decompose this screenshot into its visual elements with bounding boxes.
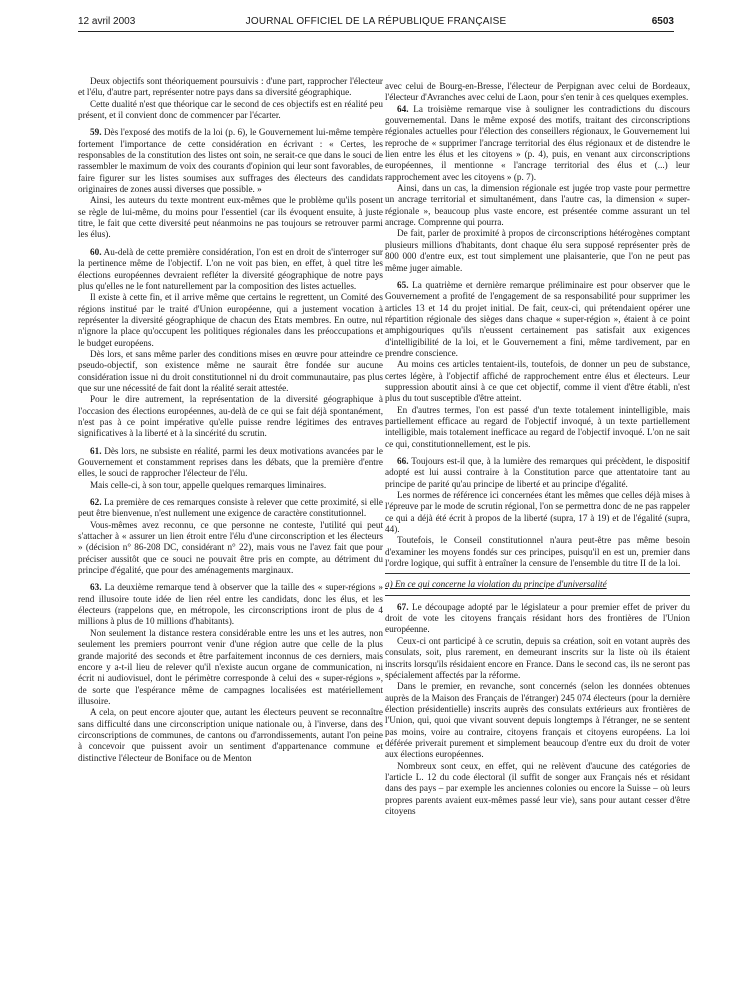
paragraph xyxy=(385,535,690,569)
paragraph-number: 61. xyxy=(90,445,102,456)
paragraph-number: 63. xyxy=(90,582,102,593)
paragraph-number: 66. xyxy=(397,456,409,466)
paragraph-text: En d'autres termes, l'on est passé d'un texte totalement inintelligible, mais partiellement efficace au regard de l'objectif invoqué, à un texte partiellement intelligible, mais totalement inefficace au regard de l'objectif invoqué. L'on ne sait ce qui, constitutionnellement, est le pis. xyxy=(385,404,690,449)
paragraph-text: Dès l'exposé des motifs de la loi (p. 6), le Gouvernement lui-même tempère fortement l'importance de cette considération en écrivant : « Certes, les responsables de la constitution des listes ont soin, ne serait-ce que dans le souci de rassembler le maximum de voix des courants d'opinion qui leur sont favorables, de faire figurer sur les listes soumises aux suffrages des électeurs des candidats originaires de zones aussi diverses que possible. » xyxy=(78,127,384,195)
paragraph-text: A cela, on peut encore ajouter que, autant les électeurs peuvent se reconnaître sans difficulté dans une circonscription unique nationale ou, à l'inverse, dans des circonscriptions de communes, de cantons ou d'arrondissements, autant l'on peine à concevoir que puissent avoir un sentiment d'appartenance commune et distinctive l'électeur de Boniface ou de Menton xyxy=(78,707,383,763)
paragraph-text: Les normes de référence ici concernées étant les mêmes que celles déjà mises à l'épreuve par le mode de scrutin régional, l'on se permettra donc de ne pas rappeler ce qui a déjà été écrit à propos de la liberté (supra, 17 à 19) et de l'égalité (supra, 44). xyxy=(385,490,690,535)
paragraph xyxy=(385,761,690,818)
paragraph-text: Non seulement la distance restera considérable entre les uns et les autres, non seulement les premiers pourront venir d'une région autre que celle de la plus grande majorité des seconds et être parfaitement inconnus de ces derniers, mais encore y a-t-il lieu de relever qu'il n'existe aucun organe de communication, ni écrit ni audiovisuel, dont le périmètre corresponde à celui des « super-régions », de sorte que l'espérance même de campagnes localisées est matériellement illusoire. xyxy=(78,627,383,706)
paragraph xyxy=(78,628,383,707)
paragraph xyxy=(78,520,383,577)
paragraph-number: 62. xyxy=(90,497,102,508)
paragraph xyxy=(78,292,383,349)
page-number: 6503 xyxy=(651,16,674,27)
paragraph-text: Au-delà de cette première considération, l'on est en droit de s'interroger sur la pertinence même de l'objectif. L'on ne voit pas bien, en effet, à quel titre les élections européennes devraient refléter la diversité géographique de notre pays plus qu'elles ne le font naturellement par la composition des listes actuelles. xyxy=(78,246,383,291)
paragraph-text: La troisième remarque vise à souligner les contradictions du discours gouvernemental. Dans le même exposé des motifs, traitant des circonscriptions régionales actuelles pour l'élection des conseillers régionaux, le Gouvernement lui reproche de « supprimer l'ancrage territorial des élus régionaux et de distendre le lien entre les élus et les citoyens » (p. 4), puis, en venant aux circonscriptions européennes, il mentionne « l'ancrage territorial des élus et (...) leur rapprochement avec les citoyens » (p. 7). xyxy=(385,103,690,182)
paragraph-text: Le découpage adopté par le législateur a pour premier effet de priver du droit de vote les citoyens français résidant hors des frontières de l'Union européenne. xyxy=(385,601,691,635)
paragraph xyxy=(78,480,383,491)
paragraph xyxy=(78,582,383,627)
paragraph-text: Mais celle-ci, à son tour, appelle quelques remarques liminaires. xyxy=(90,479,327,490)
paragraph-text: a) En ce qui concerne la violation du principe d'universalité xyxy=(385,579,607,590)
paragraph-number: 59. xyxy=(90,127,102,138)
paragraph-text: Ceux-ci ont participé à ce scrutin, depuis sa création, soit en votant auprès des consulats, soit, plus rarement, en demeurant inscrits sur la liste où ils étaient inscrits lorsqu'ils résidaient encore en France. Dans le second cas, ils ne seront pas spécialement affectés par la réforme. xyxy=(385,635,690,680)
paragraph-text: Cette dualité n'est que théorique car le second de ces objectifs est en réalité peu présent, et il convient donc de commencer par l'écarter. xyxy=(78,98,383,121)
section-divider xyxy=(385,595,690,596)
paragraph xyxy=(385,602,690,636)
paragraph-text: avec celui de Bourg-en-Bresse, l'électeur de Perpignan avec celui de Bordeaux, l'électeur d'Avranches avec celui de Laon, pour s'en tenir à ces quelques exemples. xyxy=(385,81,690,103)
paragraph-number: 67. xyxy=(397,601,409,612)
paragraph xyxy=(78,707,383,764)
paragraph xyxy=(385,636,690,681)
header-rule xyxy=(78,31,674,32)
right-column xyxy=(385,81,690,817)
paragraph xyxy=(78,394,383,439)
paragraph-number: 65. xyxy=(397,279,409,290)
paragraph-text: Ainsi, dans un cas, la dimension régionale est jugée trop vaste pour permettre un ancrage territorial et simultanément, dans l'autre cas, la dimension « super-régionale », beaucoup plus vaste encore, est présentée comme assurant un tel ancrage. Comprenne qui pourra. xyxy=(385,183,690,228)
paragraph-text: La deuxième remarque tend à observer que la taille des « super-régions » rend illusoire toute idée de lien réel entre les candidats, donc les élus, et les électeurs (rappelons que, en métropole, les circonscriptions iront de plus de 4 millions à plus de 10 millions d'habitants). xyxy=(78,582,383,627)
issue-date: 12 avril 2003 xyxy=(78,16,136,27)
paragraph-text: Dans le premier, en revanche, sont concernés (selon les données obtenues auprès de la Maison des Français de l'étranger) 245 074 électeurs (pour la dernière élection présidentielle) inscrits auprès des consulats extérieurs aux frontières de l'Union, qui, quoi que vivant souvent depuis longtemps à l'étranger, ne se sentent pas moins, voire au contraire, citoyens français et citoyens européens. La loi déférée priverait purement et simplement beaucoup d'entre eux du droit de voter aux élections européennes. xyxy=(385,681,690,760)
paragraph xyxy=(385,183,690,228)
paragraph xyxy=(78,99,383,122)
paragraph-text: Vous-mêmes avez reconnu, ce que personne ne conteste, l'utilité qui peut s'attacher à « assurer un lien étroit entre l'élu d'une circonscription et les électeurs » (décision n° 86-208 DC, considérant n° 22), mais vous ne l'avez fait que pour préciser aussitôt que ce souci ne pouvait être pris en compte, au détriment du principe d'égalité, que pour des aménagements marginaux. xyxy=(78,519,383,576)
left-column xyxy=(78,76,383,764)
page-header xyxy=(78,14,674,32)
section-subheading xyxy=(385,579,690,590)
paragraph xyxy=(385,490,690,535)
paragraph-text: Deux objectifs sont théoriquement poursuivis : d'une part, rapprocher l'électeur et l'élu, d'autre part, représenter notre pays dans sa diversité géographique. xyxy=(78,76,383,98)
paragraph xyxy=(385,681,690,760)
paragraph-text: La quatrième et dernière remarque préliminaire est pour observer que le Gouvernement a profité de l'engagement de sa responsabilité pour supprimer les articles 13 et 14 du projet initial. De fait, ceux-ci, qui prétendaient opérer une répartition régionale des sièges dans chaque « super-région », étaient à ce point amphigouriques qu'ils n'eussent certainement pas satisfait aux exigences d'intelligibilité de la loi, et le Gouvernement a fini, même tardivement, par en prendre conscience. xyxy=(385,279,690,358)
section-divider xyxy=(385,573,690,574)
paragraph-text: Toujours est-il que, à la lumière des remarques qui précèdent, le dispositif adopté est lui aussi contraire à la Constitution parce que attentatoire tant au principe de parité qu'au principe de liberté et au principe d'égalité. xyxy=(385,456,690,489)
paragraph xyxy=(385,359,690,404)
paragraph-text: Dès lors, ne subsiste en réalité, parmi les deux motivations avancées par le Gouvernement et constamment reprises dans les débats, que la première d'entre elles, le souci de rapprocher l'électeur de l'élu. xyxy=(78,445,384,479)
paragraph-text: Pour le dire autrement, la représentation de la diversité géographique à l'occasion des élections européennes, au-delà de ce qui se fait déjà spontanément, n'est pas à ce point impérative qu'elle puisse rendre légitimes des entraves significatives à la liberté et à la sincérité du scrutin. xyxy=(78,394,383,439)
paragraph xyxy=(385,405,690,450)
paragraph xyxy=(78,76,383,99)
paragraph-text: Dès lors, et sans même parler des conditions mises en œuvre pour atteindre ce pseudo-objectif, son existence même ne saurait être fondée sur aucune considération issue ni du droit constitutionnel ni du droit communautaire, pas plus que sur une nécessité de fait dont la réalité serait attestée. xyxy=(78,348,383,393)
paragraph-number: 64. xyxy=(397,103,409,114)
paragraph-text: De fait, parler de proximité à propos de circonscriptions hétérogènes comptant plusieurs millions d'habitants, dont chaque élu sera supposé représenter près de 800 000 d'entre eux, est tout simplement une plaisanterie, que l'on ne peut pas même juger aimable. xyxy=(385,228,690,273)
paragraph-text: Au moins ces articles tentaient-ils, toutefois, de donner un peu de substance, certes légère, à l'objectif affiché de rapprochement entre élus et électeurs. Leur suppression aboutit ainsi à ce que cet objectif, comme il vient d'être établi, n'est plus du tout susceptible d'être atteint. xyxy=(385,359,690,404)
journal-title: JOURNAL OFFICIEL DE LA RÉPUBLIQUE FRANÇAISE xyxy=(245,16,507,27)
paragraph xyxy=(385,81,690,104)
paragraph xyxy=(78,127,383,195)
paragraph-text: Il existe à cette fin, et il arrive même que certains le regrettent, un Comité des régions institué par le traité d'Union européenne, qui a justement vocation à représenter la diversité géographique de chacun des Etats membres. En outre, nul n'ignore la place qu'occupent les politiques régionales dans les préoccupations et le budget européens. xyxy=(78,292,383,348)
paragraph xyxy=(78,446,383,480)
paragraph xyxy=(78,497,383,520)
paragraph-text: Nombreux sont ceux, en effet, qui ne relèvent d'aucune des catégories de l'article L. 12 du code électoral (il suffit de songer aux Français nés et résidant dans des pays – par exemple les anciennes colonies ou encore la Suisse – où leurs propres parents avaient eux-mêmes passé leur vie), sans pour autant cesser d'être citoyens xyxy=(385,760,690,816)
paragraph-number: 60. xyxy=(90,246,102,257)
paragraph-text: La première de ces remarques consiste à relever que cette proximité, si elle peut être bienvenue, n'est nullement une exigence de caractère constitutionnel. xyxy=(78,497,383,519)
paragraph xyxy=(78,247,383,292)
paragraph xyxy=(385,228,690,273)
paragraph xyxy=(385,104,690,183)
paragraph xyxy=(78,349,383,394)
paragraph xyxy=(385,280,690,359)
paragraph-text: Toutefois, le Conseil constitutionnel n'aura peut-être pas même besoin d'examiner les moyens fondés sur ces principes, puisqu'il en est un, premier dans l'ordre logique, qui suffit à entraîner la censure de l'ensemble du titre II de la loi. xyxy=(385,535,690,569)
paragraph xyxy=(78,195,383,240)
paragraph xyxy=(385,456,690,490)
paragraph-text: Ainsi, les auteurs du texte montrent eux-mêmes que le problème qu'ils posent se règle de lui-même, du moins pour l'essentiel (car ils évoquent ensuite, à juste titre, le fait que cette diversité peut néanmoins ne pas toujours se retrouver parmi les élus). xyxy=(78,195,383,240)
